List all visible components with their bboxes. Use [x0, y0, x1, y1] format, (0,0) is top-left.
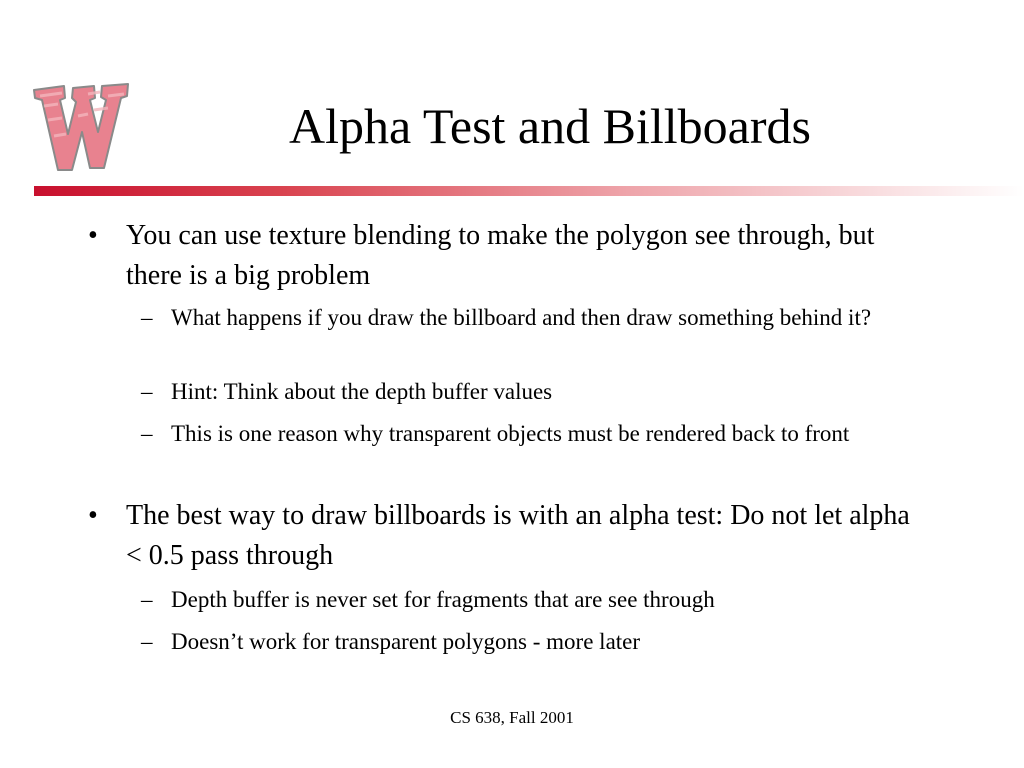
sub-bullet-text: Depth buffer is never set for fragments that are see through	[171, 587, 715, 612]
sub-bullet-item	[141, 418, 971, 450]
slide-footer: CS 638, Fall 2001	[450, 708, 574, 727]
bullet-text: The best way to draw billboards is with an alpha test: Do not let alpha < 0.5 pass through	[126, 500, 910, 571]
slide-title: Alpha Test and Billboards	[289, 98, 811, 154]
w-crest-icon	[28, 76, 132, 176]
sub-bullet-item	[141, 584, 971, 616]
sub-bullet-text: Doesn’t work for transparent polygons - more later	[171, 629, 641, 654]
dash-marker: –	[141, 421, 153, 446]
bullet-marker: •	[88, 500, 98, 531]
sub-bullet-text: What happens if you draw the billboard and then draw something behind it?	[171, 305, 872, 330]
dash-marker: –	[141, 629, 153, 654]
sub-bullet-text: Hint: Think about the depth buffer values	[171, 379, 553, 404]
sub-bullet-item	[141, 302, 971, 334]
w-crest-shape	[34, 84, 128, 170]
bullet-text: You can use texture blending to make the polygon see through, but there is a big problem	[126, 220, 875, 291]
sub-bullet-item	[141, 626, 971, 658]
sub-bullet-item	[141, 376, 971, 408]
dash-marker: –	[141, 587, 153, 612]
bullet-marker: •	[88, 220, 98, 251]
title-divider	[34, 186, 1024, 196]
dash-marker: –	[141, 305, 153, 330]
sub-bullet-text: This is one reason why transparent objects must be rendered back to front	[171, 421, 850, 446]
bullet-item	[88, 216, 916, 296]
bullet-item	[88, 496, 916, 576]
dash-marker: –	[141, 379, 153, 404]
